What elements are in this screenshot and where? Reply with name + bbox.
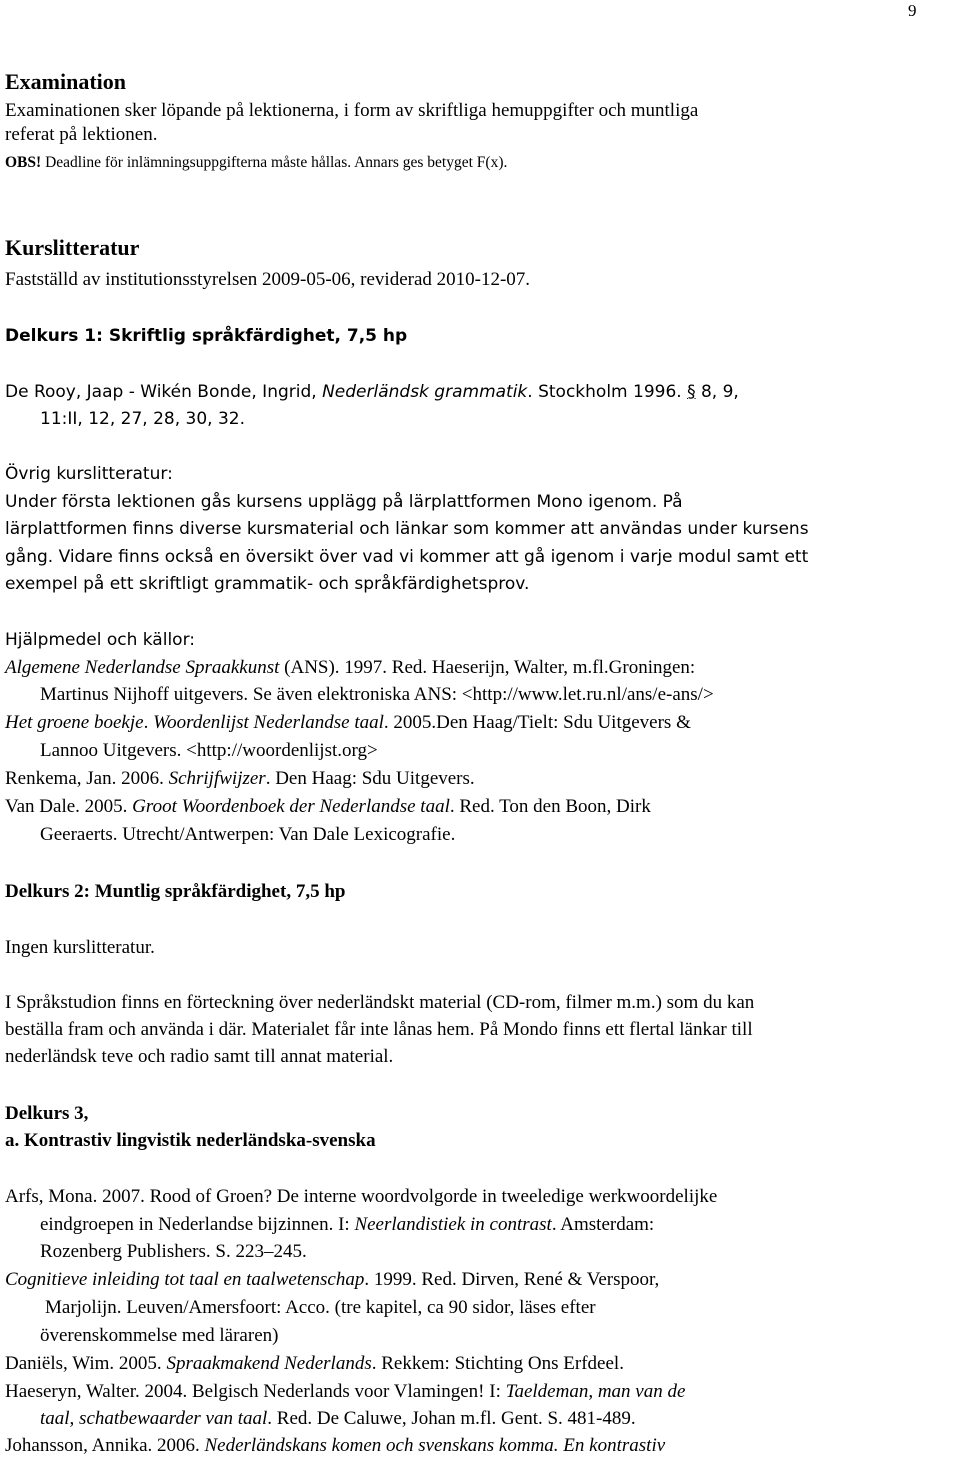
ovrig-line: Under första lektionen gås kursens upplägg på lärplattformen Mono igenom. På [5,492,683,512]
ref-cognitieve [5,1268,659,1292]
ref-daniels [5,1352,624,1376]
delkurs2-para-line: nederländsk teve och radio samt till annat material. [5,1046,394,1067]
delkurs2-heading: Delkurs 2: Muntlig språkfärdighet, 7,5 hp [5,881,346,902]
ref-title: Groot Woordenboek der Nederlandse taal [132,796,450,817]
delkurs2-ingen: Ingen kurslitteratur. [5,937,155,958]
obs-text: Deadline för inlämningsuppgifterna måste hållas. Annars ges betyget F(x). [41,154,508,171]
obs-label: OBS! [5,154,42,171]
ref-title: Spraakmakend Nederlands [166,1353,372,1374]
ref-text: . [143,712,154,733]
examination-line-2: referat på lektionen. [5,124,158,145]
section-sign: § [687,382,696,402]
delkurs2-para-line: I Språkstudion finns en förteckning över nederländskt material (CD-rom, filmer m.m.) som du kan [5,992,755,1013]
ref-text: Haeseryn, Walter. 2004. Belgisch Nederlands voor Vlamingen! I: [5,1381,506,1402]
ref-title: Schrijfwijzer [168,768,266,789]
ref-text: . 1999. Red. Dirven, René & Verspoor, [364,1269,660,1290]
ref-vandale-line-2: Geeraerts. Utrecht/Antwerpen: Van Dale Lexicografie. [40,824,456,845]
book-author: De Rooy, Jaap - Wikén Bonde, Ingrid, [5,382,323,402]
ref-arfs: Arfs, Mona. 2007. Rood of Groen? De interne woordvolgorde in tweeledige werkwoordelijke [5,1186,718,1207]
ovrig-line: gång. Vidare finns också en översikt över vad vi kommer att gå igenom i varje modul samt ett [5,547,809,567]
hjalp-heading: Hjälpmedel och källor: [5,630,195,650]
ovrig-line: exempel på ett skriftligt grammatik- och språkfärdighetsprov. [5,574,530,594]
book-rest: . Stockholm 1996. [527,382,688,402]
ref-title: Taeldeman, man van de [505,1381,686,1402]
ref-ans [5,656,695,680]
ref-title: Nederländskans komen och svenskans komma. En kontrastiv [204,1435,666,1456]
ref-title: Het groene boekje [5,712,144,733]
ref-text: Daniëls, Wim. 2005. [5,1353,167,1374]
ref-text: eindgroepen in Nederlandse bijzinnen. I: [40,1214,355,1235]
ref-text: . Red. De Caluwe, Johan m.fl. Gent. S. 481-489. [267,1408,636,1429]
ref-title: Cognitieve inleiding tot taal en taalwetenschap [5,1269,365,1290]
delkurs1-book [5,380,739,404]
ref-ans-line-2: Martinus Nijhoff uitgevers. Se även elektroniska ANS: <http://www.let.ru.nl/ans/e-ans/> [40,684,714,705]
ref-haeseryn-line-2 [40,1407,636,1431]
book-sections: 8, 9, [695,382,739,402]
delkurs1-heading: Delkurs 1: Skriftlig språkfärdighet, 7,5 hp [5,326,408,346]
ref-arfs-line-3: Rozenberg Publishers. S. 223–245. [40,1241,307,1262]
ref-title: Algemene Nederlandse Spraakkunst [5,657,280,678]
ref-text: Renkema, Jan. 2006. [5,768,169,789]
ovrig-heading: Övrig kurslitteratur: [5,464,173,484]
ovrig-line: lärplattformen finns diverse kursmaterial och länkar som kommer att användas under kursens [5,519,809,539]
kurslitteratur-heading: Kurslitteratur [5,235,140,260]
ref-text: Van Dale. 2005. [5,796,133,817]
ref-arfs-line-2 [40,1213,654,1237]
ref-title: Woordenlijst Nederlandse taal [153,712,384,733]
ref-haeseryn [5,1380,685,1404]
delkurs2-para-line: beställa fram och använda i där. Materialet får inte lånas hem. På Mondo finns ett flertal länkar till [5,1019,753,1040]
ref-vandale [5,795,651,819]
ref-text: . Red. Ton den Boon, Dirk [449,796,651,817]
ref-text: (ANS). 1997. Red. Haeserijn, Walter, m.fl.Groningen: [279,657,696,678]
ref-text: . Den Haag: Sdu Uitgevers. [265,768,475,789]
ref-johansson [5,1434,665,1458]
ref-title: taal, schatbewaarder van taal [40,1408,268,1429]
ref-text: . 2005.Den Haag/Tielt: Sdu Uitgevers & [383,712,691,733]
ref-cognitieve-line-3: överenskommelse med läraren) [40,1325,279,1346]
ref-title: Neerlandistiek in contrast [354,1214,552,1235]
page-number: 9 [908,1,917,20]
examination-line-1: Examinationen sker löpande på lektionerna, i form av skriftliga hemuppgifter och muntliga [5,100,699,121]
ref-text: . Rekkem: Stichting Ons Erfdeel. [371,1353,624,1374]
kurslitteratur-subtitle: Fastställd av institutionsstyrelsen 2009-05-06, reviderad 2010-12-07. [5,269,531,290]
delkurs3-subheading: a. Kontrastiv lingvistik nederländska-svenska [5,1130,376,1151]
ref-text: Johansson, Annika. 2006. [5,1435,205,1456]
ref-groene [5,711,691,735]
obs-note [5,151,507,175]
book-sections-line-2: 11:II, 12, 27, 28, 30, 32. [40,409,245,429]
book-title: Nederländsk grammatik [322,382,528,402]
ref-text: . Amsterdam: [551,1214,655,1235]
delkurs3-heading: Delkurs 3, [5,1103,89,1124]
examination-heading: Examination [5,69,127,94]
ref-renkema [5,767,475,791]
ref-cognitieve-line-2: Marjolijn. Leuven/Amersfoort: Acco. (tre kapitel, ca 90 sidor, läses efter [45,1297,596,1318]
ref-groene-line-2: Lannoo Uitgevers. <http://woordenlijst.org> [40,740,378,761]
